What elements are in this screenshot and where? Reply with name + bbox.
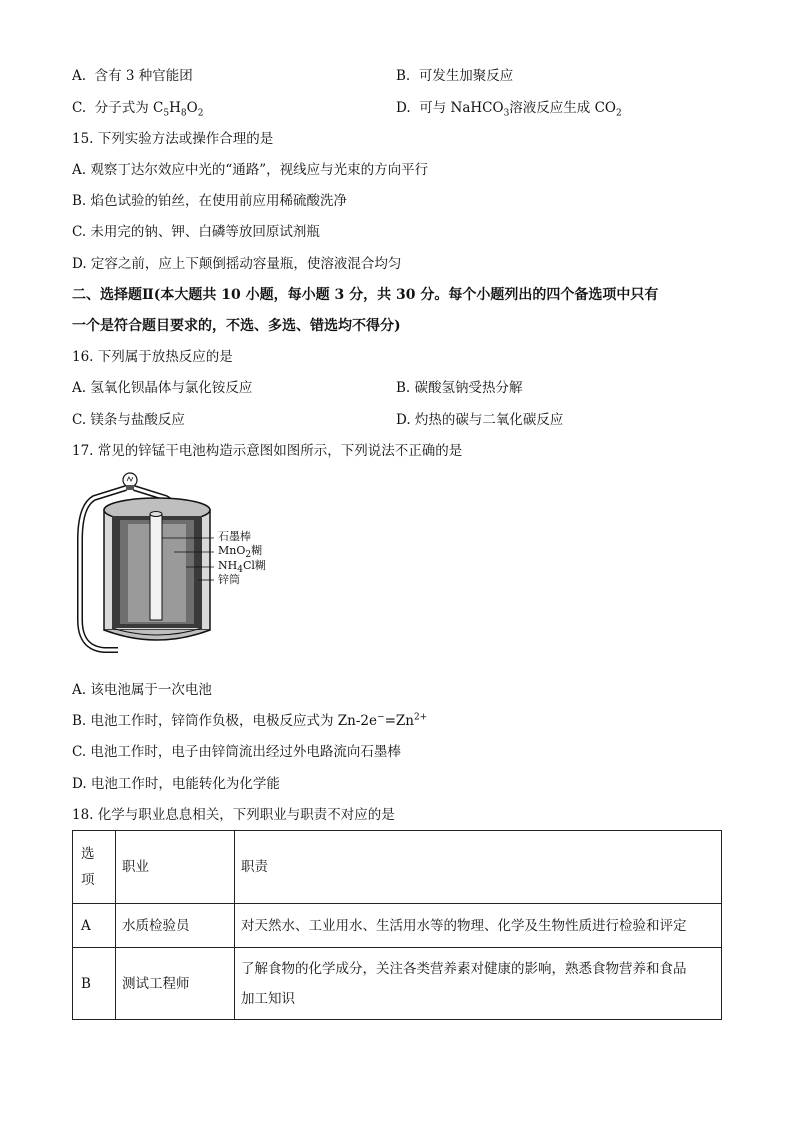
label-zinc: 锌筒 xyxy=(218,573,240,586)
header-option xyxy=(73,831,116,904)
q18-table xyxy=(72,830,722,1020)
duty-text: 加工知识 xyxy=(241,990,295,1007)
superscript: 2+ xyxy=(413,712,428,723)
table-header-row xyxy=(73,831,722,904)
q14-option-d xyxy=(396,99,622,117)
q15-stem: 15. 下列实验方法或操作合理的是 xyxy=(72,131,274,147)
q16-option-a: A. 氢氧化钡晶体与氯化铵反应 xyxy=(72,380,253,396)
formula-part: H xyxy=(169,100,181,116)
q15-option-b: B. 焰色试验的铂丝，在使用前应用稀硫酸洗净 xyxy=(72,193,348,209)
subscript: 2 xyxy=(197,108,204,119)
option-text: 可发生加聚反应 xyxy=(418,68,514,84)
row-job: 测试工程师 xyxy=(116,948,235,1020)
q17-option-d: D. 电池工作时，电能转化为化学能 xyxy=(72,776,280,792)
q15-option-d: D. 定容之前，应上下颠倒摇动容量瓶，使溶液混合均匀 xyxy=(72,256,402,272)
duty-text: 了解食物的化学成分，关注各类营养素对健康的影响，熟悉食物营养和食品 xyxy=(241,960,687,977)
row-option: A xyxy=(73,904,116,948)
formula-part: 溶液反应生成 CO xyxy=(509,100,616,116)
header-duty: 职责 xyxy=(235,831,722,904)
table-row xyxy=(73,948,722,1020)
table-row xyxy=(73,904,722,948)
option-text: 分子式为 C xyxy=(94,100,164,116)
q17-option-b xyxy=(72,712,427,730)
q14-option-b xyxy=(396,67,513,85)
header-text: 选 xyxy=(81,846,95,862)
formula-part: O xyxy=(186,100,198,116)
section-heading-line1: 二、选择题Ⅱ(本大题共 10 小题，每小题 3 分，共 30 分。每个小题列出的四个备选项中只有 xyxy=(72,287,659,303)
option-text: B. 电池工作时，锌筒作负极，电极反应式为 Zn-2e xyxy=(72,713,378,729)
q18-stem: 18. 化学与职业息息相关，下列职业与职责不对应的是 xyxy=(72,807,395,823)
superscript: − xyxy=(377,712,385,723)
zinc-manganese-battery-diagram xyxy=(74,470,284,670)
duty-text: 对天然水、工业用水、生活用水等的物理、化学及生物性质进行检验和评定 xyxy=(241,917,687,934)
label-text: Cl糊 xyxy=(242,559,266,572)
bulb-base xyxy=(126,485,134,490)
graphite-rod xyxy=(150,514,162,620)
q16-option-b: B. 碳酸氢钠受热分解 xyxy=(396,380,523,396)
q15-option-a: A. 观察丁达尔效应中光的“通路”，视线应与光束的方向平行 xyxy=(72,162,429,178)
formula-part: =Zn xyxy=(384,713,414,729)
label-text: NH xyxy=(218,559,238,572)
q16-option-c: C. 镁条与盐酸反应 xyxy=(72,412,185,428)
q17-option-c: C. 电池工作时，电子由锌筒流出经过外电路流向石墨棒 xyxy=(72,744,401,760)
label-mno2 xyxy=(218,544,263,561)
subscript: 2 xyxy=(616,108,622,119)
q14-option-a xyxy=(72,67,193,85)
option-letter: A. xyxy=(72,68,87,84)
label-text: 糊 xyxy=(251,544,263,557)
option-letter: D. xyxy=(396,100,411,116)
q15-option-c: C. 未用完的钠、钾、白磷等放回原试剂瓶 xyxy=(72,224,320,240)
option-text: 含有 3 种官能团 xyxy=(94,68,193,84)
q17-option-a: A. 该电池属于一次电池 xyxy=(72,682,212,698)
label-nh4cl xyxy=(218,559,266,576)
subscript: 8 xyxy=(180,108,187,119)
header-job: 职业 xyxy=(116,831,235,904)
row-duty xyxy=(235,948,722,1020)
bulb-glass xyxy=(123,473,137,487)
row-job: 水质检验员 xyxy=(116,904,235,948)
subscript: 3 xyxy=(503,108,510,119)
subscript: 2 xyxy=(245,550,252,561)
section-heading-line2: 一个是符合题目要求的，不选、多选、错选均不得分) xyxy=(72,318,401,334)
label-graphite: 石墨棒 xyxy=(218,530,251,543)
q17-stem: 17. 常见的锌锰干电池构造示意图如图所示，下列说法不正确的是 xyxy=(72,443,463,459)
q14-option-c xyxy=(72,99,203,117)
label-text: MnO xyxy=(218,544,246,557)
row-duty xyxy=(235,904,722,948)
graphite-cap xyxy=(150,512,162,517)
subscript: 5 xyxy=(163,108,170,119)
option-letter: B. xyxy=(396,68,411,84)
header-text: 项 xyxy=(81,872,95,888)
q16-option-d: D. 灼热的碳与二氧化碳反应 xyxy=(396,412,564,428)
option-text: 可与 NaHCO xyxy=(419,100,504,116)
subscript: 4 xyxy=(237,565,243,576)
option-letter: C. xyxy=(72,100,87,116)
row-option: B xyxy=(73,948,116,1020)
q16-stem: 16. 下列属于放热反应的是 xyxy=(72,349,233,365)
